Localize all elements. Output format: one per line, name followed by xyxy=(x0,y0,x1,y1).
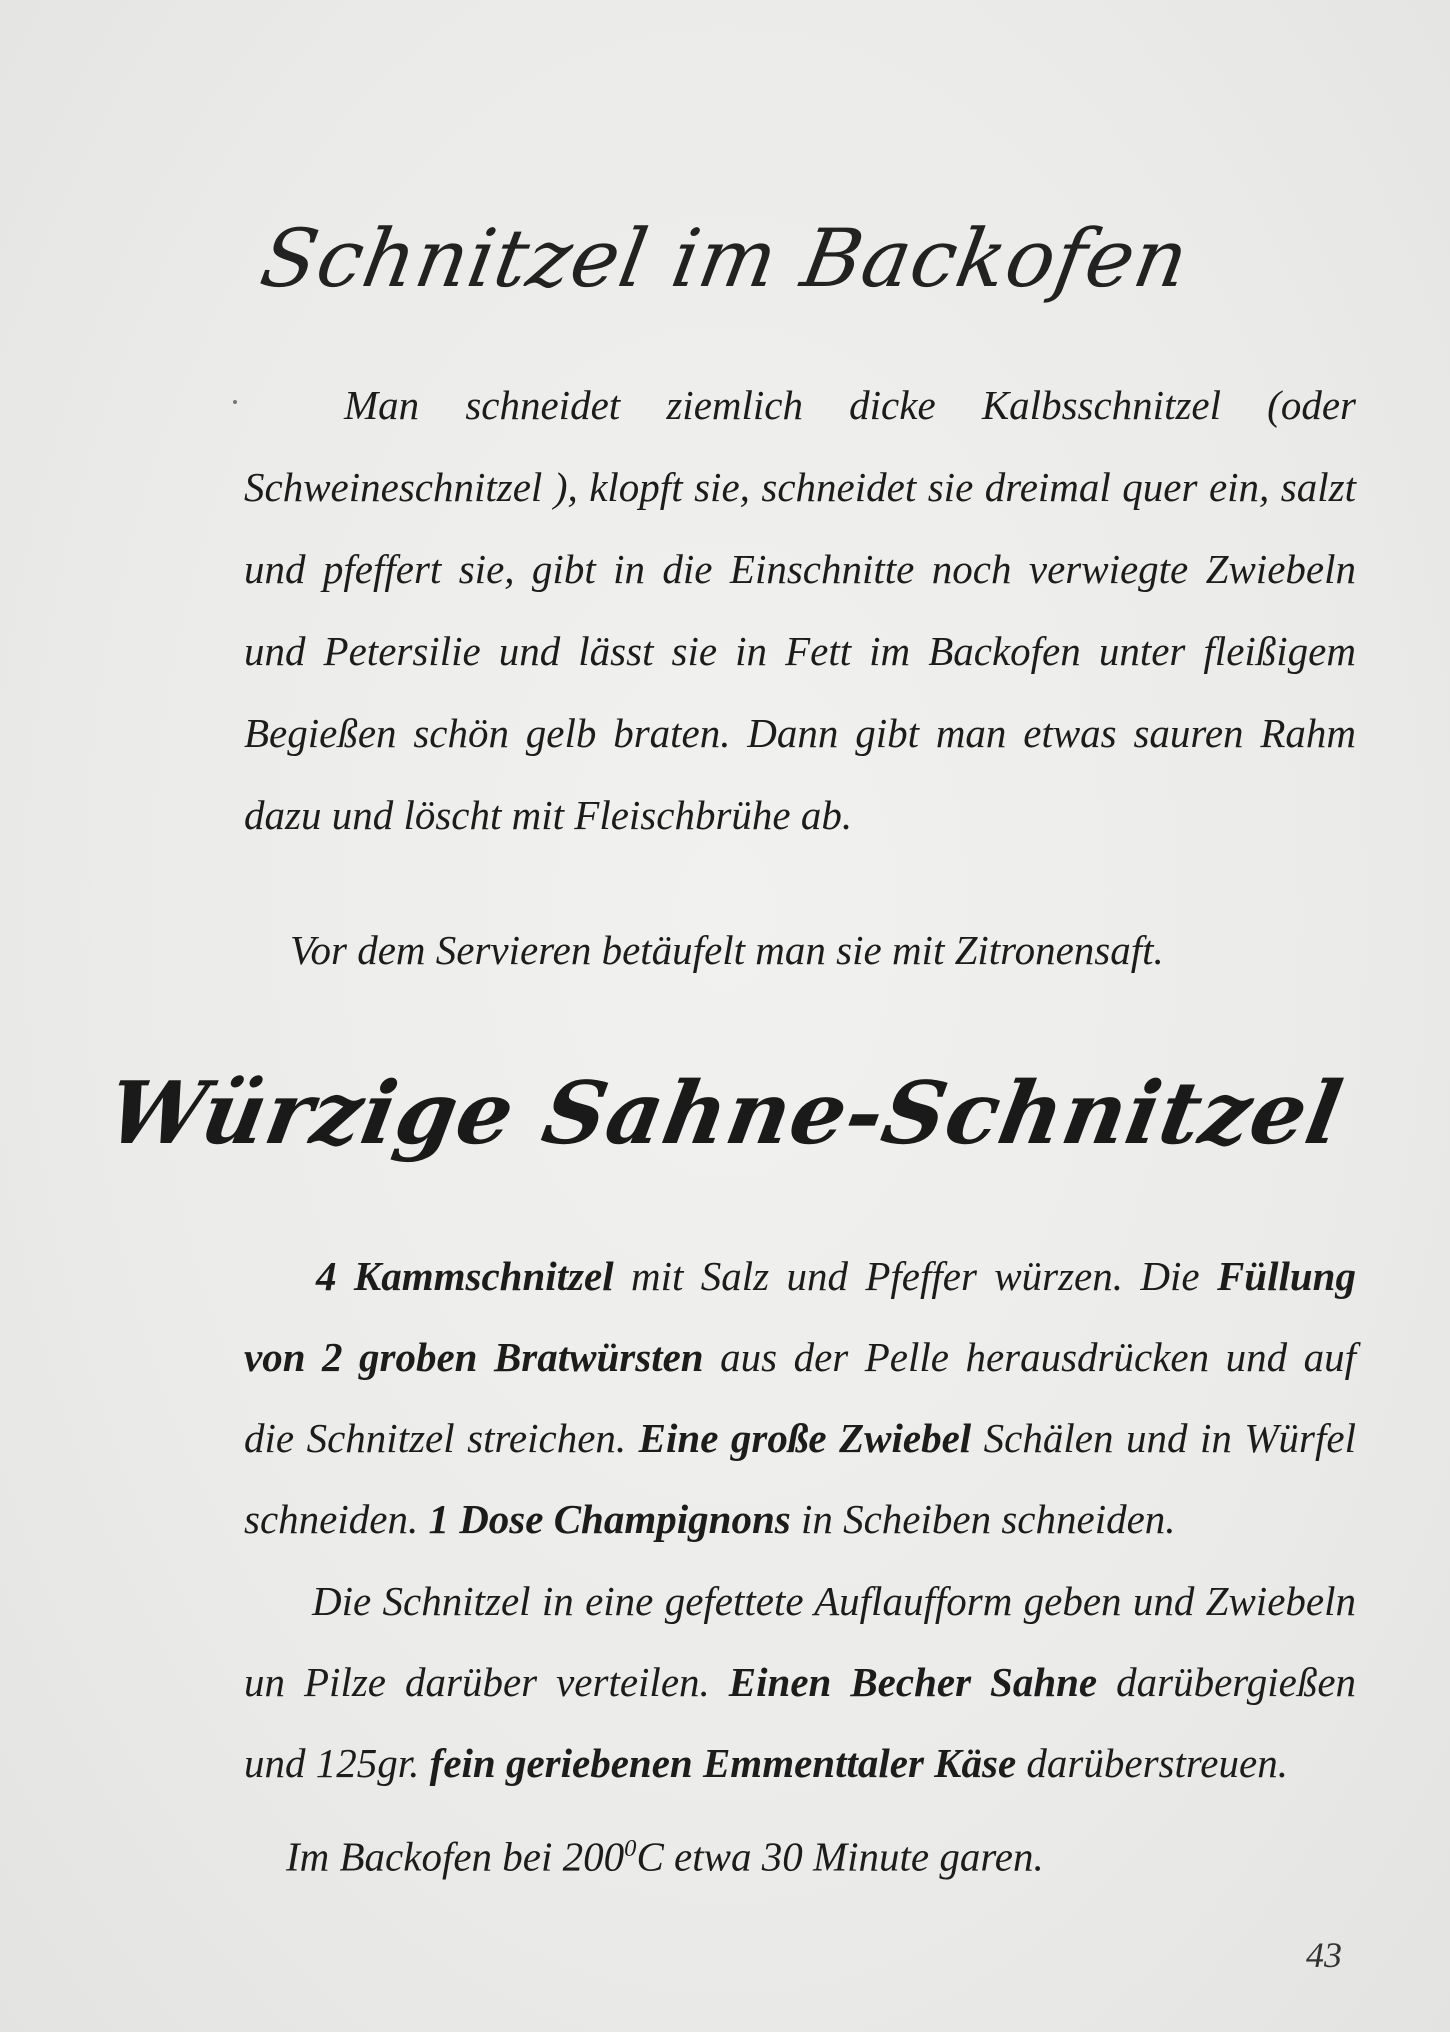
text-segment: Die Schnitzel in eine gefettete Auflaufform geben und Zwiebeln un Pilze darüber verteilen. xyxy=(244,1578,1356,1705)
ingredient-bratwuerste: Füllung von 2 groben Bratwürsten xyxy=(244,1253,1356,1380)
ingredient-emmentaler: fein geriebenen Emmenttaler Käse xyxy=(429,1740,1017,1786)
text-segment: mit Salz und Pfeffer würzen. Die xyxy=(613,1253,1217,1299)
text-segment: aus der Pelle herausdrücken und auf die Schnitzel streichen. xyxy=(244,1334,1356,1461)
text-segment: in Scheiben schneiden. xyxy=(790,1496,1176,1542)
recipe1-paragraph-1: Man schneidet ziemlich dicke Kalbsschnitzel (oder Schweineschnitzel ), klopft sie, schneidet sie dreimal quer ein, salzt und pfeffert sie, gibt in die Einschnitte noch verwiegte Zwiebeln und Petersilie und lässt sie in Fett im Backofen unter fleißigem Begießen schön gelb braten. Dann gibt man etwas sauren Rahm dazu und löscht mit Fleischbrühe ab. xyxy=(244,382,1356,838)
recipe2-paragraph-3 xyxy=(244,1808,1356,1898)
ingredient-sahne: Einen Becher Sahne xyxy=(728,1659,1098,1705)
ingredient-champignons: 1 Dose Champignons xyxy=(428,1496,791,1542)
page-number: 43 xyxy=(1306,1935,1342,1975)
degree-mark: 0 xyxy=(624,1835,637,1862)
text-segment: Im Backofen bei 200 xyxy=(286,1833,625,1880)
recipe-title-wuerzige-sahne-schnitzel: Würzige Sahne-Schnitzel xyxy=(100,1062,1350,1164)
text-segment: darüberstreuen. xyxy=(1016,1740,1288,1786)
recipe1-paragraph-2: Vor dem Servieren betäufelt man sie mit Zitronensaft. xyxy=(290,927,1164,973)
paper-speck xyxy=(233,400,237,404)
recipe2-paragraph-1 xyxy=(244,1236,1356,1560)
text-segment: darübergießen und 125gr. xyxy=(244,1659,1357,1786)
recipe-title-schnitzel-im-backofen: Schnitzel im Backofen xyxy=(254,211,1196,305)
recipe2-paragraph-2 xyxy=(244,1561,1356,1804)
ingredient-kammschnitzel: 4 Kammschnitzel xyxy=(316,1253,614,1299)
text-segment: C etwa 30 Minute garen. xyxy=(636,1833,1044,1880)
text-segment: Schälen und in Würfel schneiden. xyxy=(244,1415,1356,1542)
ingredient-zwiebel: Eine große Zwiebel xyxy=(638,1415,972,1461)
